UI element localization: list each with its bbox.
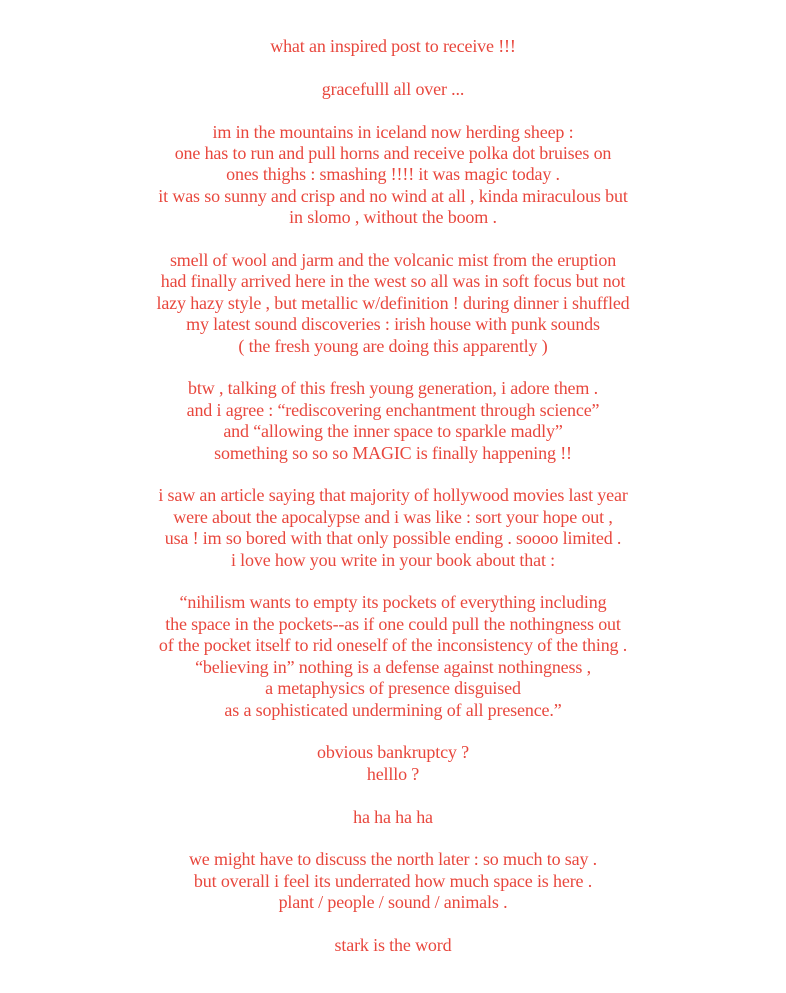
text-line: and i agree : “rediscovering enchantment through science” [186, 399, 600, 420]
text-line: the space in the pockets--as if one could pull the nothingness out [165, 613, 621, 634]
paragraph-2 [0, 79, 786, 100]
text-line: btw , talking of this fresh young generation, i adore them . [188, 378, 598, 399]
paragraph-3 [0, 122, 786, 229]
text-line: im in the mountains in iceland now herding sheep : [212, 121, 574, 142]
text-line: usa ! im so bored with that only possible ending . soooo limited . [164, 528, 622, 549]
text-line: one has to run and pull horns and receive polka dot bruises on [174, 143, 612, 163]
paragraph-5 [0, 378, 786, 464]
letter-body [0, 36, 786, 956]
paragraph-8 [0, 742, 786, 785]
text-line: and “allowing the inner space to sparkle madly” [223, 421, 563, 442]
text-line: stark is the word [334, 934, 452, 955]
text-line: helllo ? [366, 763, 420, 784]
text-line: what an inspired post to receive !!! [270, 36, 516, 56]
text-line: we might have to discuss the north later : so much to say . [188, 849, 598, 870]
paragraph-1 [0, 36, 786, 57]
paragraph-7 [0, 592, 786, 720]
text-line: a metaphysics of presence disguised [265, 678, 521, 699]
text-line: of the pocket itself to rid oneself of the inconsistency of the thing . [158, 635, 628, 656]
text-line: as a sophisticated undermining of all presence.” [224, 699, 562, 720]
paragraph-11 [0, 935, 786, 956]
text-line: but overall i feel its underrated how much space is here . [193, 870, 593, 891]
text-line: plant / people / sound / animals . [278, 892, 508, 913]
paragraph-6 [0, 485, 786, 571]
text-line: it was so sunny and crisp and no wind at all , kinda miraculous but [158, 185, 628, 206]
text-line: gracefulll all over ... [321, 78, 465, 99]
paragraph-9 [0, 807, 786, 828]
text-line: ones thighs : smashing !!!! it was magic today . [226, 164, 560, 185]
text-line: i saw an article saying that majority of hollywood movies last year [158, 485, 628, 506]
text-line: obvious bankruptcy ? [317, 742, 469, 763]
text-line: lazy hazy style , but metallic w/definition ! during dinner i shuffled [156, 292, 630, 313]
text-line: had finally arrived here in the west so all was in soft focus but not [160, 271, 626, 292]
paragraph-10 [0, 849, 786, 913]
text-line: in slomo , without the boom . [289, 207, 497, 228]
text-line: “nihilism wants to empty its pockets of everything including [179, 592, 607, 613]
paragraph-4 [0, 250, 786, 357]
text-line: ha ha ha ha [353, 806, 433, 827]
text-line: were about the apocalypse and i was like : sort your hope out , [173, 506, 613, 527]
text-line: smell of wool and jarm and the volcanic mist from the eruption [169, 250, 617, 271]
text-line: i love how you write in your book about that : [230, 549, 556, 570]
text-line: my latest sound discoveries : irish house with punk sounds [186, 314, 600, 335]
text-line: ( the fresh young are doing this apparently ) [238, 335, 548, 356]
text-line: something so so so MAGIC is finally happening !! [214, 442, 572, 463]
text-line: “believing in” nothing is a defense against nothingness , [195, 656, 591, 677]
